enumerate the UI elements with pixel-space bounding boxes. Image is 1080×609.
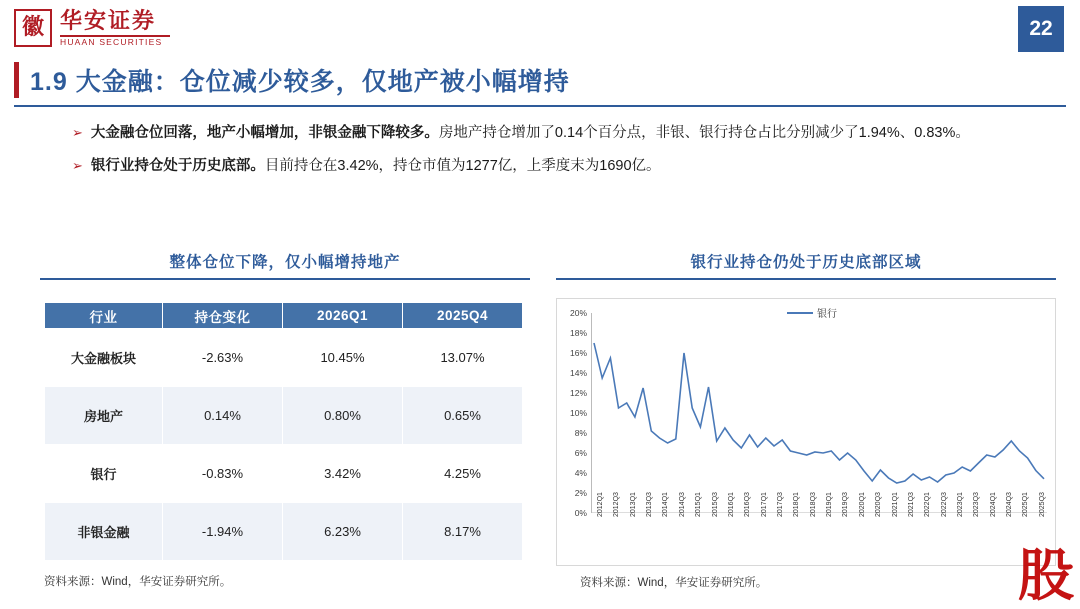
- cell-industry: 非银金融: [45, 503, 163, 561]
- logo-company-en: HUAAN SECURITIES: [60, 37, 163, 48]
- x-tick-label: 2025Q3: [1038, 492, 1046, 517]
- y-tick-label: 10%: [569, 408, 587, 418]
- cell-change: -0.83%: [163, 445, 283, 503]
- bullet-marker-icon: ➢: [72, 158, 83, 173]
- logo-seal-icon: [14, 9, 52, 47]
- title-underline: [14, 105, 1066, 107]
- table-row: [45, 445, 523, 503]
- y-tick-label: 16%: [569, 348, 587, 358]
- position-table: [44, 302, 523, 561]
- x-tick-label: 2013Q1: [629, 492, 637, 517]
- cell-2026q1: 6.23%: [283, 503, 403, 561]
- cell-industry: 银行: [45, 445, 163, 503]
- cell-2025q4: 13.07%: [403, 329, 523, 387]
- x-tick-label: 2022Q1: [924, 492, 932, 517]
- bank-position-chart: [556, 298, 1056, 566]
- x-tick-label: 2023Q1: [957, 492, 964, 517]
- y-tick-label: 18%: [569, 328, 587, 338]
- col-header-change: 持仓变化: [163, 303, 283, 329]
- x-tick-label: 2023Q3: [973, 492, 981, 517]
- bullet-rest-text: 房地产持仓增加了0.14个百分点，非银、银行持仓占比分别减少了1.94%、0.83%。: [438, 125, 970, 141]
- cell-2026q1: 10.45%: [283, 329, 403, 387]
- logo-seal-glyph: 徽: [21, 14, 44, 40]
- y-tick-label: 4%: [574, 468, 587, 478]
- x-tick-label: 2020Q1: [858, 492, 866, 517]
- cell-change: -2.63%: [163, 329, 283, 387]
- chart-plot-area: [591, 313, 1047, 513]
- x-tick-label: 2024Q1: [989, 492, 997, 517]
- x-tick-label: 2015Q3: [711, 492, 719, 517]
- x-tick-label: 2014Q1: [662, 492, 670, 517]
- x-tick-label: 2017Q1: [760, 492, 768, 517]
- x-tick-label: 2019Q3: [842, 492, 850, 517]
- bullet-rest-text: 目前持仓在3.42%，持仓市值为1277亿，上季度末为1690亿。: [264, 158, 661, 174]
- cell-change: -1.94%: [163, 503, 283, 561]
- left-source-note: 资料来源：Wind，华安证券研究所。: [44, 576, 232, 588]
- bullet-bold-text: 大金融仓位回落，地产小幅增加，非银金融下降较多。: [90, 125, 439, 141]
- cell-change: 0.14%: [163, 387, 283, 445]
- x-tick-label: 2017Q3: [777, 492, 784, 517]
- left-panel-title: 整体仓位下降，仅小幅增持地产: [169, 254, 401, 271]
- bullet-list: [72, 122, 1032, 188]
- x-tick-label: 2020Q3: [875, 492, 883, 517]
- logo-text: [60, 8, 170, 47]
- x-tick-label: 2018Q1: [793, 492, 801, 517]
- x-tick-label: 2021Q3: [907, 492, 915, 517]
- cell-2026q1: 3.42%: [283, 445, 403, 503]
- watermark: 股: [1018, 543, 1074, 609]
- table-row: [45, 503, 523, 561]
- right-panel-title: 银行业持仓仍处于历史底部区域: [690, 254, 922, 271]
- logo-company-cn: 华安证券: [60, 8, 157, 33]
- page-number-badge: 22: [1018, 6, 1064, 52]
- x-tick-label: 2018Q3: [809, 492, 817, 517]
- cell-2025q4: 4.25%: [403, 445, 523, 503]
- cell-2025q4: 0.65%: [403, 387, 523, 445]
- page-title: 1.9 大金融：仓位减少较多，仅地产被小幅增持: [30, 68, 570, 96]
- x-tick-label: 2014Q3: [678, 492, 686, 517]
- right-source-note: 资料来源：Wind，华安证券研究所。: [580, 577, 768, 589]
- right-panel-rule: [556, 278, 1056, 280]
- cell-2025q4: 8.17%: [403, 503, 523, 561]
- x-tick-label: 2016Q3: [744, 492, 752, 517]
- y-tick-label: 6%: [574, 448, 587, 458]
- y-tick-label: 12%: [569, 388, 587, 398]
- x-tick-label: 2016Q1: [727, 492, 735, 517]
- x-tick-label: 2025Q1: [1022, 492, 1030, 517]
- left-panel: [40, 250, 530, 589]
- y-tick-label: 14%: [569, 368, 587, 378]
- bullet-item: [72, 122, 1032, 145]
- table-row: [45, 329, 523, 387]
- chart-series-svg: [591, 313, 1047, 513]
- x-tick-label: 2012Q1: [597, 492, 604, 517]
- y-tick-label: 0%: [574, 508, 587, 518]
- title-bar: [0, 58, 1080, 104]
- bullet-marker-icon: ➢: [72, 125, 83, 140]
- chart-x-axis: [591, 492, 1047, 565]
- x-tick-label: 2022Q3: [940, 492, 948, 517]
- x-tick-label: 2013Q3: [646, 492, 654, 517]
- legend-label: 银行: [817, 309, 837, 320]
- col-header-2025q4: 2025Q4: [403, 303, 523, 329]
- y-tick-label: 2%: [574, 488, 587, 498]
- bullet-bold-text: 银行业持仓处于历史底部。: [90, 158, 265, 174]
- col-header-industry: 行业: [45, 303, 163, 329]
- table-row: [45, 387, 523, 445]
- table-header-row: [45, 303, 523, 329]
- slide-header: [0, 0, 1080, 58]
- cell-industry: 房地产: [45, 387, 163, 445]
- cell-2026q1: 0.80%: [283, 387, 403, 445]
- left-panel-rule: [40, 278, 530, 280]
- x-tick-label: 2024Q3: [1006, 492, 1014, 517]
- company-logo: [14, 8, 170, 47]
- right-panel: [556, 250, 1056, 590]
- x-tick-label: 2015Q1: [695, 492, 703, 517]
- x-tick-label: 2021Q1: [891, 492, 899, 517]
- col-header-2026q1: 2026Q1: [283, 303, 403, 329]
- x-tick-label: 2019Q1: [826, 492, 834, 517]
- bullet-item: [72, 155, 1032, 178]
- x-tick-label: 2012Q3: [613, 492, 621, 517]
- chart-y-axis: [559, 308, 589, 518]
- y-tick-label: 20%: [569, 308, 587, 318]
- cell-industry: 大金融板块: [45, 329, 163, 387]
- y-tick-label: 8%: [574, 428, 587, 438]
- title-accent-bar: [14, 62, 19, 98]
- bullet-text: [91, 155, 661, 178]
- bullet-text: [91, 122, 970, 145]
